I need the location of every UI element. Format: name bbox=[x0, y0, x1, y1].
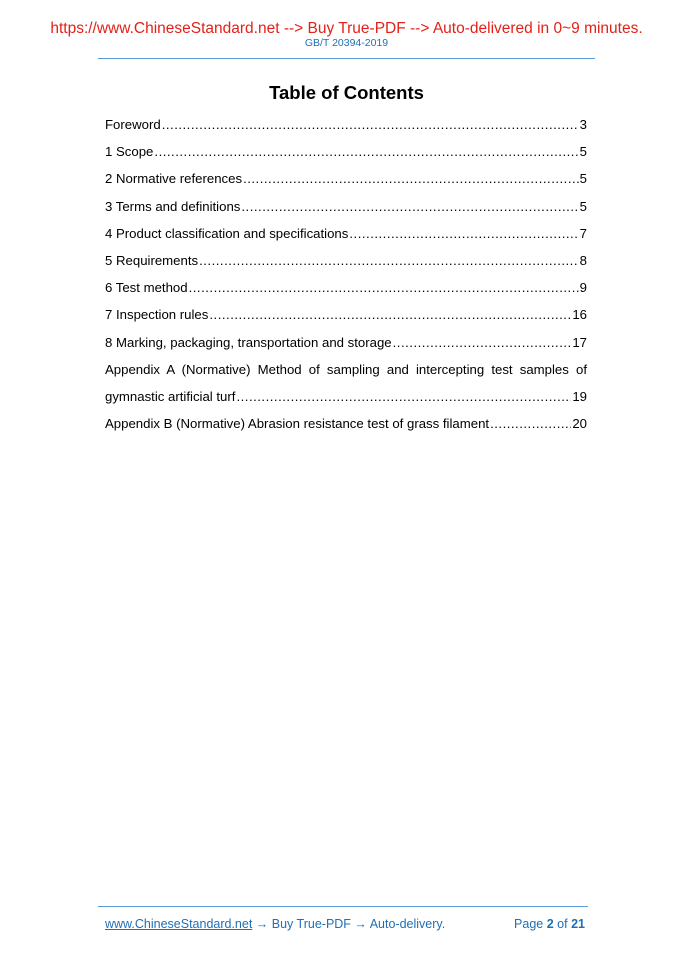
toc-entry-requirements[interactable] bbox=[105, 251, 587, 278]
standard-code: GB/T 20394-2019 bbox=[304, 37, 389, 49]
footer-site-link[interactable]: www.ChineseStandard.net bbox=[105, 917, 253, 931]
toc-entry-page: 20 bbox=[572, 416, 587, 432]
page-number bbox=[514, 917, 585, 931]
footer-promo-text: → Buy True-PDF → Auto-delivery. bbox=[252, 917, 446, 931]
toc-entry-inspection-rules[interactable] bbox=[105, 305, 587, 332]
toc-entry-label: gymnastic artificial turf bbox=[105, 388, 236, 404]
toc-leader bbox=[236, 387, 571, 407]
toc-entry-page: 17 bbox=[572, 334, 587, 350]
toc-entry-label: 8 Marking, packaging, transportation and storage bbox=[105, 334, 392, 350]
toc-entry-label: 1 Scope bbox=[105, 144, 154, 160]
toc-entry-page: 5 bbox=[579, 198, 587, 214]
page-current: 2 bbox=[546, 917, 554, 931]
toc-leader bbox=[209, 305, 571, 325]
toc-entry-appendix-a-line1[interactable]: Appendix A (Normative) Method of sampling and intercepting test samples of bbox=[105, 361, 587, 377]
toc-entry-normative-references[interactable] bbox=[105, 169, 587, 196]
toc-entry-marking-packaging[interactable] bbox=[105, 333, 587, 360]
page-footer bbox=[105, 917, 585, 931]
toc-leader bbox=[393, 333, 572, 353]
header-divider bbox=[98, 58, 595, 59]
promo-banner[interactable]: https://www.ChineseStandard.net --> Buy True-PDF --> Auto-delivered in 0~9 minutes. bbox=[50, 20, 643, 37]
toc-entry-page: 8 bbox=[579, 252, 587, 268]
toc-entry-page: 9 bbox=[579, 280, 587, 296]
toc-entry-label: Foreword bbox=[105, 117, 161, 132]
toc-entry-appendix-b[interactable] bbox=[105, 414, 587, 441]
toc-entry-label: 5 Requirements bbox=[105, 252, 199, 268]
toc-leader bbox=[243, 169, 579, 189]
toc-entry-page: 5 bbox=[579, 171, 587, 187]
page-label: Page bbox=[514, 917, 544, 931]
footer-divider bbox=[98, 906, 588, 907]
toc-entry-appendix-a[interactable] bbox=[105, 387, 587, 414]
toc-leader bbox=[154, 142, 578, 162]
toc-entry-product-classification[interactable] bbox=[105, 224, 587, 251]
toc-leader bbox=[162, 115, 579, 135]
toc-entry-foreword[interactable] bbox=[105, 115, 587, 142]
toc-entry-page: 3 bbox=[579, 117, 587, 132]
table-of-contents bbox=[105, 115, 587, 441]
toc-entry-label: 2 Normative references bbox=[105, 171, 243, 187]
toc-leader bbox=[189, 278, 579, 298]
toc-entry-label: 6 Test method bbox=[105, 280, 188, 296]
footer-promo bbox=[105, 917, 445, 931]
toc-entry-page: 7 bbox=[579, 225, 587, 241]
toc-entry-page: 16 bbox=[572, 307, 587, 323]
toc-entry-scope[interactable] bbox=[105, 142, 587, 169]
toc-leader bbox=[349, 224, 578, 244]
toc-entry-label: 3 Terms and definitions bbox=[105, 198, 241, 214]
toc-entry-label: 4 Product classification and specifications bbox=[105, 225, 349, 241]
toc-entry-test-method[interactable] bbox=[105, 278, 587, 305]
toc-entry-page: 19 bbox=[572, 388, 587, 404]
toc-leader bbox=[199, 251, 579, 271]
toc-entry-label: 7 Inspection rules bbox=[105, 307, 209, 323]
toc-leader bbox=[490, 414, 571, 434]
toc-entry-label: Appendix B (Normative) Abrasion resistance test of grass filament bbox=[105, 416, 490, 432]
page-total: 21 bbox=[571, 917, 585, 931]
toc-entry-terms-definitions[interactable] bbox=[105, 197, 587, 224]
toc-entry-page: 5 bbox=[579, 144, 587, 160]
toc-leader bbox=[241, 197, 578, 217]
page-of: of bbox=[557, 917, 568, 931]
toc-title: Table of Contents bbox=[269, 82, 424, 103]
